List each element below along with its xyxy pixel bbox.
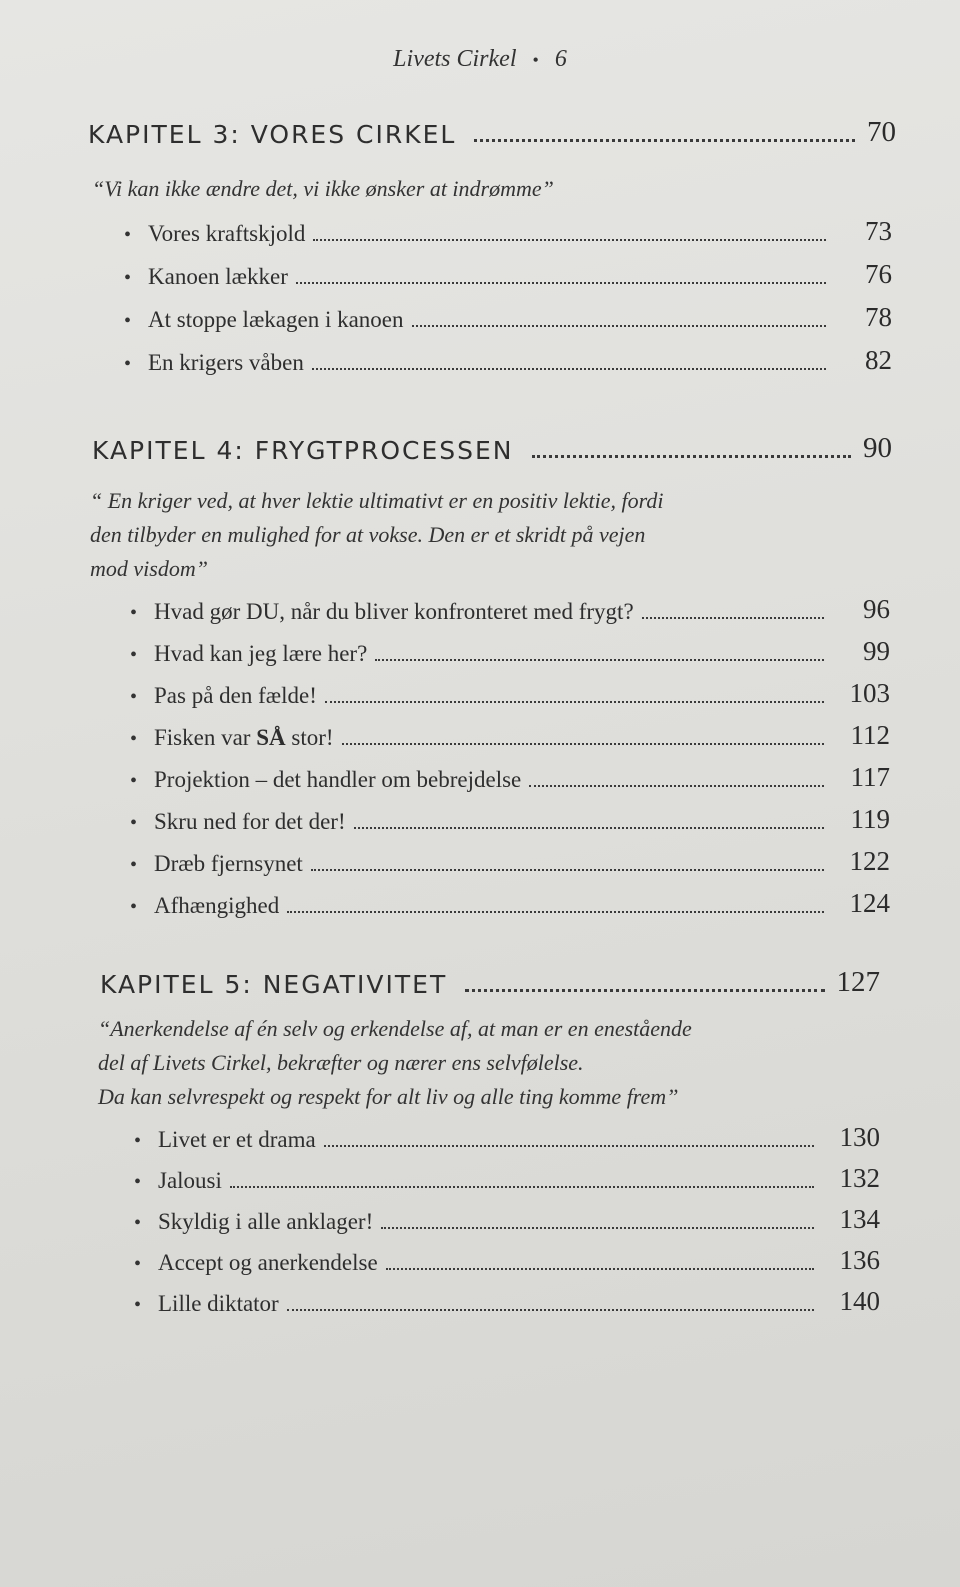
- entry-label: Afhængighed: [154, 893, 280, 918]
- dot-leader: [412, 324, 826, 327]
- entry-page: 130: [839, 1122, 880, 1152]
- entry-page: 134: [839, 1204, 880, 1234]
- entry-page: 132: [839, 1163, 880, 1193]
- bullet: •: [134, 1171, 142, 1193]
- entry-label: Accept og anerkendelse: [158, 1250, 378, 1275]
- entry-label: Kanoen lækker: [148, 264, 288, 289]
- dot-leader: [287, 910, 824, 913]
- bullet: •: [124, 353, 132, 375]
- chapter-title: KAPITEL 4: FRYGTPROCESSEN: [92, 436, 514, 465]
- quote-line: “Anerkendelse af én selv og erkendelse af, at man er en enestående: [98, 1016, 692, 1041]
- entry-page: 136: [839, 1245, 880, 1275]
- dot-leader: [325, 700, 824, 703]
- running-head-title: Livets Cirkel: [393, 46, 517, 72]
- bullet: •: [130, 686, 138, 708]
- toc-entry: [134, 1286, 880, 1317]
- entry-page: 96: [863, 594, 890, 624]
- bullet: •: [130, 854, 138, 876]
- toc-entry: [130, 720, 890, 751]
- entry-label: Hvad kan jeg lære her?: [154, 641, 368, 666]
- entry-label: Lille diktator: [158, 1291, 279, 1316]
- dot-leader: [287, 1308, 814, 1311]
- dot-leader: [312, 367, 826, 370]
- running-head-page: 6: [554, 46, 567, 72]
- bullet: •: [124, 224, 132, 246]
- bullet: •: [134, 1130, 142, 1152]
- toc-entry: [124, 259, 892, 290]
- dot-leader: [313, 238, 826, 241]
- entry-page: 124: [849, 888, 890, 918]
- toc-entry: [130, 594, 890, 625]
- entry-label: [154, 725, 334, 751]
- quote-line: mod visdom”: [90, 556, 208, 581]
- chapter-5-quote: [98, 1012, 692, 1114]
- entry-label-pre: Fisken var: [154, 725, 257, 750]
- dot-leader: [354, 826, 824, 829]
- toc-entry: [130, 888, 890, 919]
- entry-label: At stoppe lækagen i kanoen: [148, 307, 404, 332]
- toc-entry: [134, 1122, 880, 1153]
- bullet: •: [130, 728, 138, 750]
- bullet: •: [134, 1294, 142, 1316]
- toc-entry: [130, 804, 890, 835]
- toc-entry: [124, 216, 892, 247]
- entry-page: 76: [865, 259, 892, 289]
- chapter-4-quote: [90, 484, 663, 586]
- entry-label: Dræb fjernsynet: [154, 851, 303, 876]
- chapter-title: KAPITEL 5: NEGATIVITET: [100, 970, 448, 999]
- bullet: •: [130, 770, 138, 792]
- dot-leader: [386, 1267, 814, 1270]
- dot-leader: [324, 1144, 814, 1147]
- entry-label-post: stor!: [285, 725, 334, 750]
- chapter-5-heading: [100, 966, 880, 999]
- bullet: •: [134, 1253, 142, 1275]
- toc-entry: [130, 762, 890, 793]
- quote-line: Da kan selvrespekt og respekt for alt liv og alle ting komme frem”: [98, 1084, 679, 1109]
- chapter-page: 70: [867, 116, 896, 148]
- toc-entry: [130, 678, 890, 709]
- bullet: •: [124, 310, 132, 332]
- toc-entry: [130, 636, 890, 667]
- toc-entry: [124, 302, 892, 333]
- quote-line: “Vi kan ikke ændre det, vi ikke ønsker at indrømme”: [92, 176, 554, 201]
- entry-page: 122: [849, 846, 890, 876]
- entry-label: Vores kraftskjold: [148, 221, 306, 246]
- dot-leader: [642, 616, 824, 619]
- entry-label: Hvad gør DU, når du bliver konfronteret med frygt?: [154, 599, 634, 624]
- entry-page: 119: [850, 804, 890, 834]
- quote-line: den tilbyder en mulighed for at vokse. Den er et skridt på vejen: [90, 522, 646, 547]
- dot-leader: [230, 1185, 814, 1188]
- bullet: •: [134, 1212, 142, 1234]
- chapter-page: 127: [836, 966, 880, 998]
- entry-label: Jalousi: [158, 1168, 222, 1193]
- entry-page: 140: [839, 1286, 880, 1316]
- dot-leader: [342, 742, 824, 745]
- toc-entry: [134, 1163, 880, 1194]
- chapter-page: 90: [863, 432, 892, 464]
- bullet: •: [130, 896, 138, 918]
- dot-leader: [529, 784, 824, 787]
- entry-page: 112: [850, 720, 890, 750]
- chapter-3-heading: [88, 116, 896, 149]
- quote-line: “ En kriger ved, at hver lektie ultimativt er en positiv lektie, fordi: [90, 488, 664, 513]
- dot-leader: [532, 454, 851, 458]
- dot-leader: [474, 138, 855, 142]
- bullet: •: [130, 812, 138, 834]
- toc-entry: [134, 1204, 880, 1235]
- entry-label-bold: SÅ: [256, 725, 286, 750]
- chapter-4-heading: [92, 432, 892, 465]
- bullet: •: [124, 267, 132, 289]
- entry-label: Skyldig i alle anklager!: [158, 1209, 374, 1234]
- entry-label: Pas på den fælde!: [154, 683, 317, 708]
- entry-page: 78: [865, 302, 892, 332]
- entry-page: 73: [865, 216, 892, 246]
- entry-label: Projektion – det handler om bebrejdelse: [154, 767, 522, 792]
- running-head: [0, 46, 960, 73]
- entry-label: En krigers våben: [148, 350, 304, 375]
- dot-leader: [465, 988, 824, 992]
- entry-label: Skru ned for det der!: [154, 809, 346, 834]
- chapter-title: KAPITEL 3: VORES CIRKEL: [88, 120, 457, 149]
- dot-leader: [296, 281, 826, 284]
- entry-page: 117: [850, 762, 890, 792]
- running-head-separator: •: [532, 50, 539, 70]
- bullet: •: [130, 644, 138, 666]
- entry-page: 99: [863, 636, 890, 666]
- entry-page: 82: [865, 345, 892, 375]
- chapter-3-quote: [92, 172, 554, 206]
- entry-label: Livet er et drama: [158, 1127, 316, 1152]
- dot-leader: [381, 1226, 814, 1229]
- toc-entry: [124, 345, 892, 376]
- entry-page: 103: [849, 678, 890, 708]
- toc-entry: [130, 846, 890, 877]
- toc-entry: [134, 1245, 880, 1276]
- quote-line: del af Livets Cirkel, bekræfter og nærer ens selvfølelse.: [98, 1050, 584, 1075]
- dot-leader: [311, 868, 824, 871]
- bullet: •: [130, 602, 138, 624]
- dot-leader: [375, 658, 824, 661]
